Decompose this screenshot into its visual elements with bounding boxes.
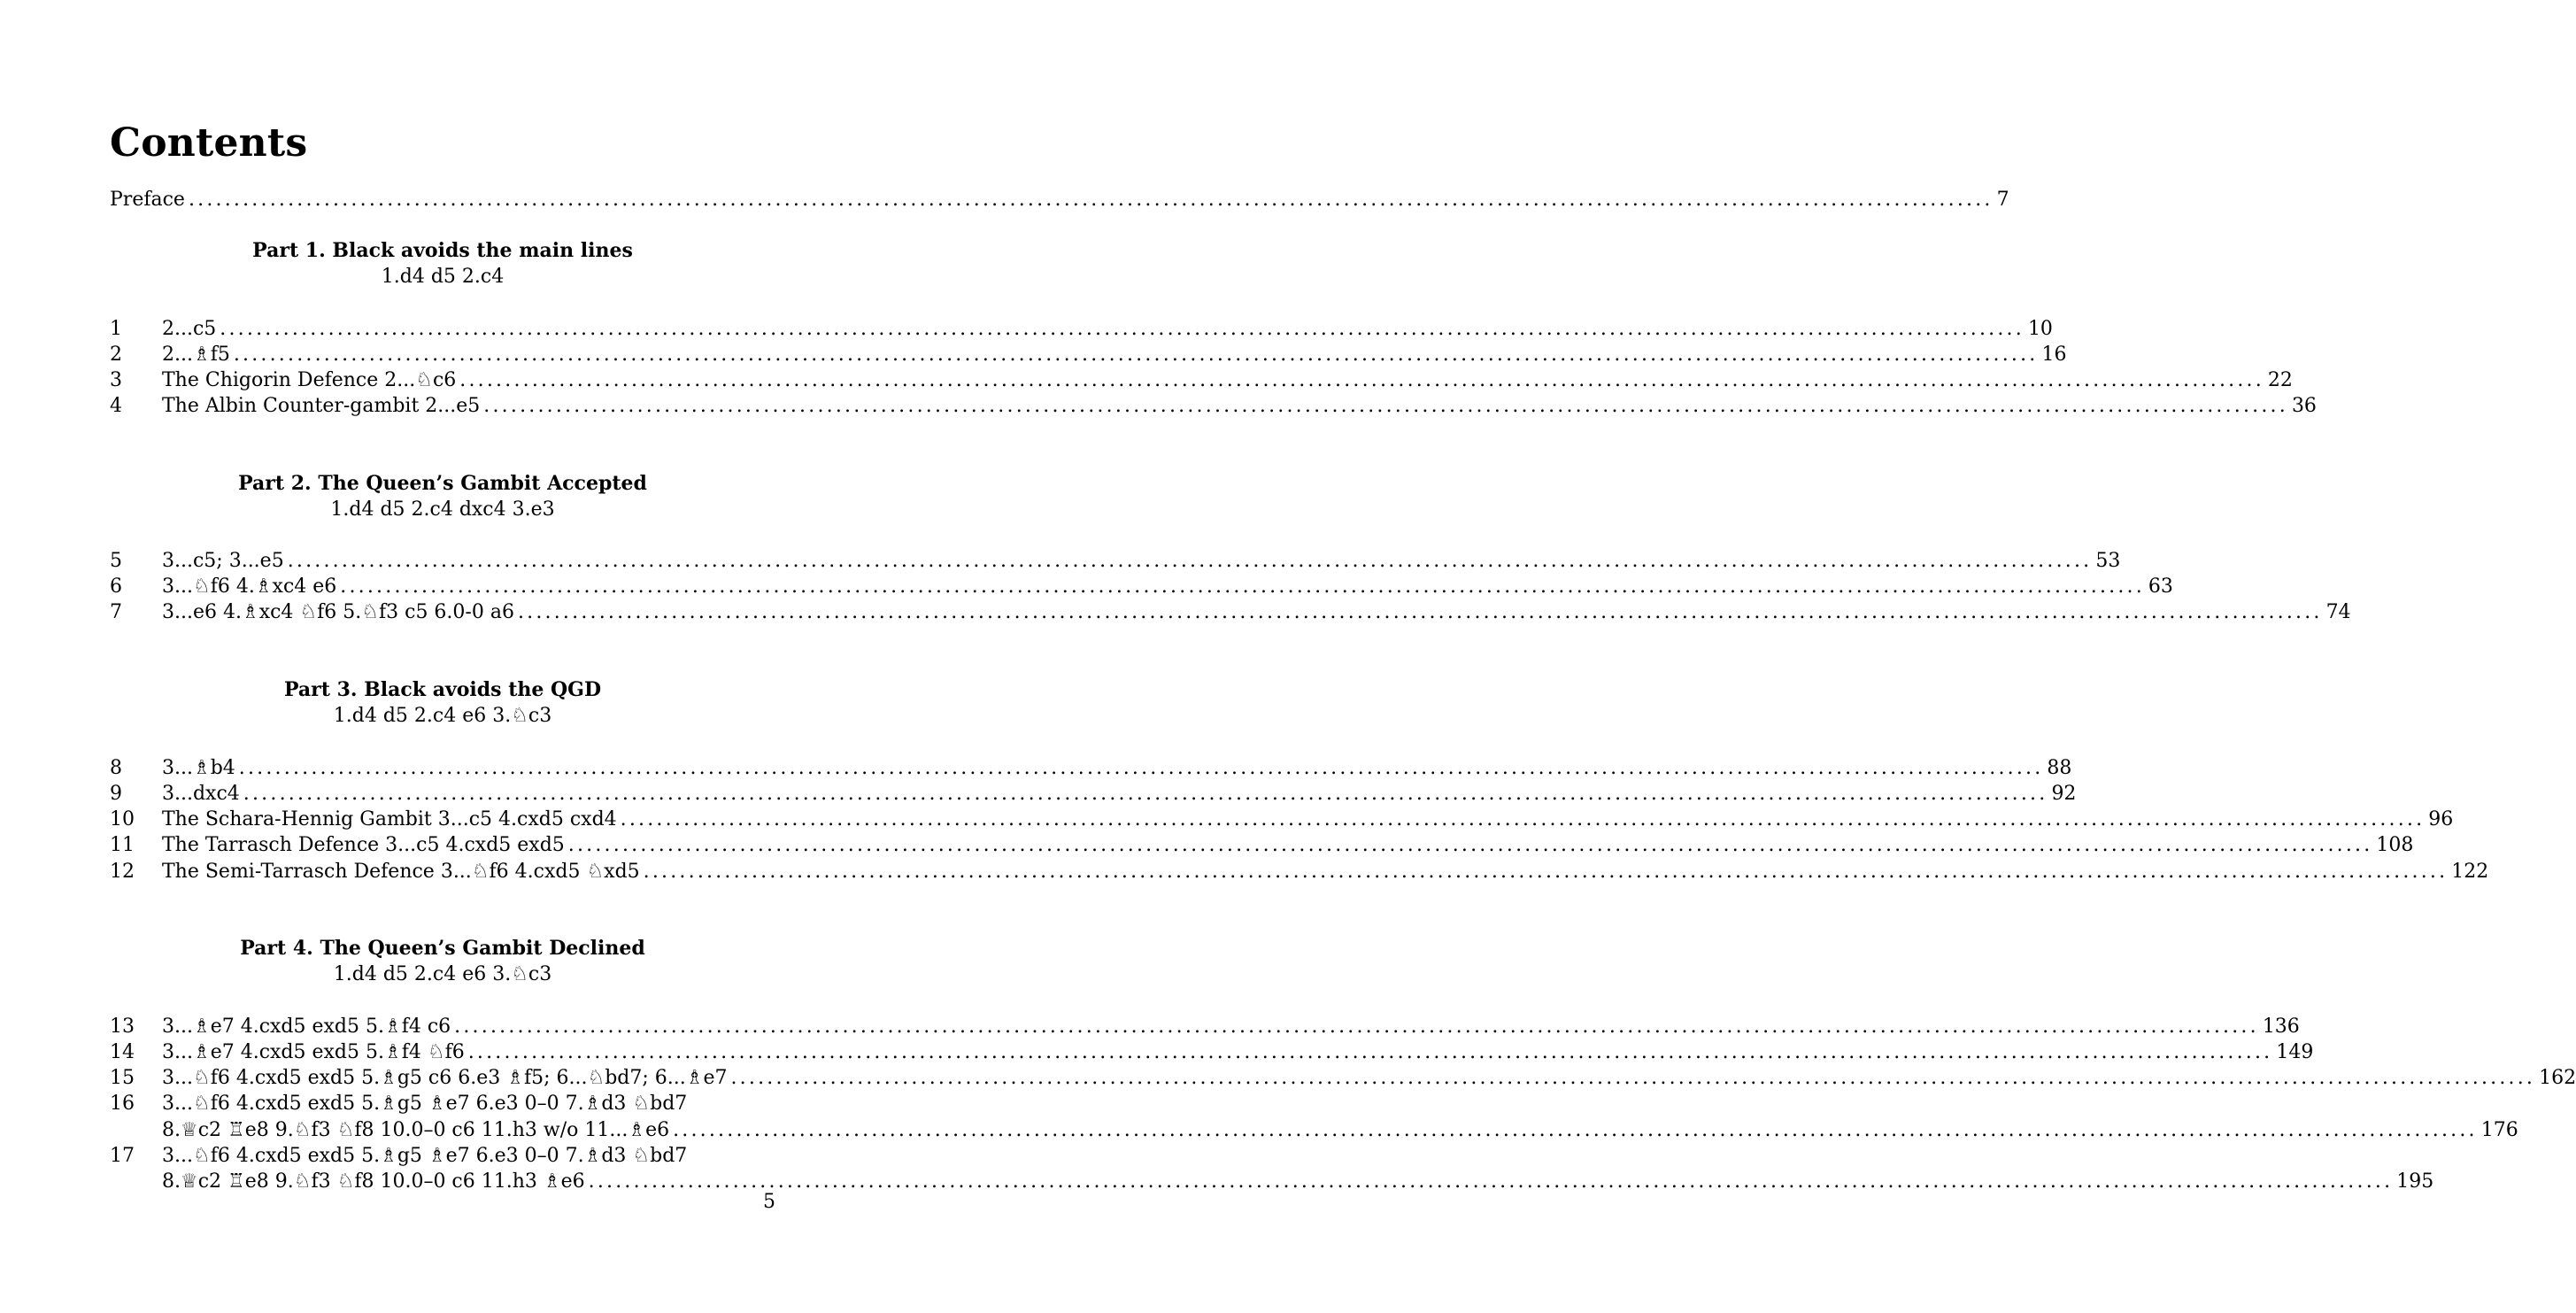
dot-leader: ........................................................................................................................................................................................................ [454, 1016, 2259, 1038]
toc-entry-title: 3...♗b4 [162, 757, 235, 779]
toc-entry-title: 3...♘f6 4.cxd5 exd5 5.♗g5 ♗e7 6.e3 0–0 7.♗d3 ♘bd7 [162, 1145, 688, 1167]
dot-leader: ........................................................................................................................................................................................................ [233, 344, 2039, 366]
dot-leader: ........................................................................................................................................................................................................ [517, 601, 2323, 623]
toc-entry-title: The Tarrasch Defence 3...c5 4.cxd5 exd5 [162, 834, 565, 856]
toc-page-number: 176 [2480, 1119, 2518, 1141]
toc-page-number: 92 [2051, 783, 2077, 805]
dot-leader: ........................................................................................................................................................................................................ [238, 757, 2044, 779]
toc-page-number: 63 [2148, 575, 2173, 598]
toc-page-number: 136 [2262, 1016, 2300, 1038]
toc-entry[interactable] [110, 755, 2072, 781]
chapter-number: 8 [110, 757, 122, 779]
toc-entry[interactable] [110, 342, 2067, 367]
toc-entry[interactable] [110, 1065, 2576, 1091]
toc-entry-title: 3...♗e7 4.cxd5 exd5 5.♗f4 c6 [162, 1016, 451, 1038]
toc-entry-title: 3...♘f6 4.cxd5 exd5 5.♗g5 c6 6.e3 ♗f5; 6...♘bd7; 6...♗e7 [162, 1067, 728, 1089]
chapter-number: 12 [110, 861, 135, 883]
toc-entry-title: The Chigorin Defence 2...♘c6 [162, 369, 457, 391]
toc-entry[interactable] [110, 574, 2173, 599]
dot-leader: ........................................................................................................................................................................................................ [459, 369, 2264, 391]
chapter-number: 6 [110, 575, 122, 598]
toc-entry-title: 3...♗e7 4.cxd5 exd5 5.♗f4 ♘f6 [162, 1041, 465, 1063]
toc-entry-title-continued: 8.♕c2 ♖e8 9.♘f3 ♘f8 10.0–0 c6 11.h3 ♗e6 [162, 1170, 585, 1193]
toc-entry-title: The Schara-Hennig Gambit 3...c5 4.cxd5 cxd4 [162, 808, 617, 830]
page-number: 5 [763, 1191, 775, 1213]
toc-entry-continuation[interactable] [110, 1117, 2518, 1143]
dot-leader: ........................................................................................................................................................................................................ [340, 575, 2145, 598]
toc-entry[interactable] [110, 1014, 2300, 1039]
dot-leader: ........................................................................................................................................................................................................ [243, 783, 2048, 805]
chapter-number: 3 [110, 369, 122, 391]
toc-entry-title: 2...♗f5 [162, 344, 230, 366]
toc-page-number: 22 [2267, 369, 2293, 391]
toc-entry[interactable] [110, 548, 2121, 574]
dot-leader: ........................................................................................................................................................................................................ [567, 834, 2373, 856]
chapter-number: 10 [110, 808, 135, 830]
chapter-number: 1 [110, 318, 122, 340]
chapter-number: 11 [110, 834, 135, 856]
chapter-number: 9 [110, 783, 122, 805]
toc-page-number: 96 [2428, 808, 2454, 830]
toc-page-number: 149 [2276, 1041, 2314, 1063]
toc-page-number: 16 [2041, 344, 2067, 366]
chapter-number: 13 [110, 1016, 135, 1038]
toc-page-number: 88 [2047, 757, 2072, 779]
dot-leader: ........................................................................................................................................................................................................ [467, 1041, 2273, 1063]
part-heading: Part 2. The Queen’s Gambit Accepted [238, 472, 647, 495]
toc-page-number: 53 [2095, 550, 2121, 572]
toc-page-number: 74 [2325, 601, 2351, 623]
part-moves: 1.d4 d5 2.c4 e6 3.♘c3 [333, 705, 552, 727]
toc-entry-continuation[interactable] [110, 1169, 2434, 1194]
chapter-number: 14 [110, 1041, 135, 1063]
dot-leader: ........................................................................................................................................................................................................ [188, 189, 1994, 211]
chapter-number: 4 [110, 395, 122, 417]
toc-page-number: 195 [2396, 1170, 2434, 1193]
toc-entry-title: 3...♘f6 4.♗xc4 e6 [162, 575, 337, 598]
part-heading: Part 3. Black avoids the QGD [283, 678, 602, 701]
toc-page-number: 108 [2376, 834, 2414, 856]
toc-entry-title: The Semi-Tarrasch Defence 3...♘f6 4.cxd5 ♘xd5 [162, 861, 640, 883]
toc-entry-title-continued: 8.♕c2 ♖e8 9.♘f3 ♘f8 10.0–0 c6 11.h3 w/o 11...♗e6 [162, 1119, 670, 1141]
dot-leader: ........................................................................................................................................................................................................ [588, 1170, 2394, 1193]
toc-entry[interactable] [110, 832, 2414, 858]
chapter-number: 7 [110, 601, 122, 623]
toc-entry[interactable] [110, 859, 2489, 884]
dot-leader: ........................................................................................................................................................................................................ [643, 861, 2449, 883]
toc-entry[interactable] [110, 1091, 775, 1116]
toc-entry-preface[interactable] [110, 187, 2009, 212]
toc-entry[interactable] [110, 316, 2053, 342]
toc-entry[interactable] [110, 1143, 775, 1169]
toc-page-number: 7 [1996, 189, 2009, 211]
page-title: Contents [110, 120, 308, 166]
toc-entry[interactable] [110, 599, 2351, 625]
toc-entry-title: 3...e6 4.♗xc4 ♘f6 5.♘f3 c5 6.0-0 a6 [162, 601, 514, 623]
chapter-number: 16 [110, 1093, 135, 1115]
part-moves: 1.d4 d5 2.c4 dxc4 3.e3 [330, 498, 555, 521]
dot-leader: ........................................................................................................................................................................................................ [220, 318, 2025, 340]
toc-page-number: 10 [2027, 318, 2053, 340]
toc-entry-title: Preface [110, 189, 185, 211]
dot-leader: ........................................................................................................................................................................................................ [730, 1067, 2536, 1089]
toc-entry[interactable] [110, 367, 2293, 393]
dot-leader: ........................................................................................................................................................................................................ [287, 550, 2093, 572]
dot-leader: ........................................................................................................................................................................................................ [673, 1119, 2478, 1141]
toc-entry-title: 3...c5; 3...e5 [162, 550, 284, 572]
chapter-number: 5 [110, 550, 122, 572]
part-moves: 1.d4 d5 2.c4 [381, 266, 505, 288]
dot-leader: ........................................................................................................................................................................................................ [483, 395, 2288, 417]
toc-entry-title: The Albin Counter-gambit 2...e5 [162, 395, 481, 417]
part-moves: 1.d4 d5 2.c4 e6 3.♘c3 [333, 963, 552, 985]
chapter-number: 15 [110, 1067, 135, 1089]
toc-entry[interactable] [110, 393, 2317, 419]
chapter-number: 2 [110, 344, 122, 366]
toc-page-number: 122 [2451, 861, 2489, 883]
dot-leader: ........................................................................................................................................................................................................ [620, 808, 2426, 830]
toc-entry[interactable] [110, 781, 2077, 807]
toc-page-number: 36 [2291, 395, 2317, 417]
chapter-number: 17 [110, 1145, 135, 1167]
part-heading: Part 1. Black avoids the main lines [252, 239, 633, 262]
toc-entry-title: 3...dxc4 [162, 783, 240, 805]
toc-entry-title: 2...c5 [162, 318, 217, 340]
toc-entry-title: 3...♘f6 4.cxd5 exd5 5.♗g5 ♗e7 6.e3 0–0 7.♗d3 ♘bd7 [162, 1093, 688, 1115]
part-heading: Part 4. The Queen’s Gambit Declined [240, 937, 645, 960]
toc-entry[interactable] [110, 807, 2454, 832]
toc-entry[interactable] [110, 1039, 2314, 1065]
toc-page-number: 162 [2539, 1067, 2576, 1089]
